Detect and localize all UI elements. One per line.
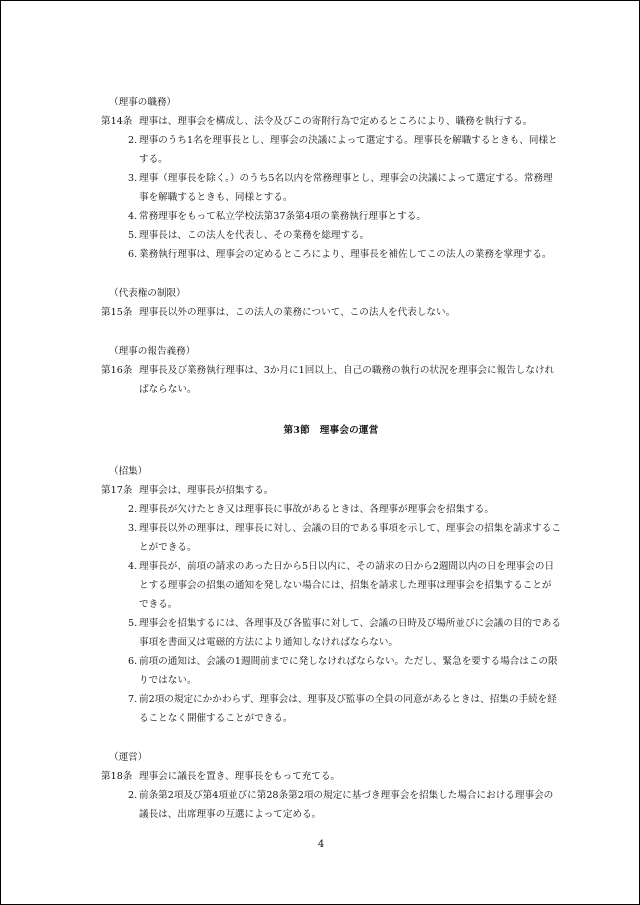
article-item [101,652,561,690]
item-text: 理事長は、この法人を代表し、その業務を総理する。 [139,230,370,241]
item-number: 6. [128,656,138,667]
item-text: 前条第2項及び第4項並びに第28条第2項の規定に基づき理事会を招集した場合における理事会の議長は、出席理事の互選によって定める。 [139,790,554,820]
article-number: 第18条 [101,771,133,782]
article-item [101,226,561,245]
article-item [101,519,561,557]
item-number: 2. [128,135,138,146]
article-paragraph [101,361,561,399]
article-heading: （理事の職務） [109,97,177,108]
item-text: 理事長が、前項の請求のあった日から5日以内に、その請求の日から2週間以内の日を理事会の日とする理事会の招集の通知を発しない場合には、招集を請求した理事は理事会を招集することができる。 [139,561,555,610]
article-item [101,207,561,226]
item-text: 前項の通知は、会議の1週間前までに発しなければならない。ただし、緊急を要する場合はこの限りではない。 [139,656,558,686]
page-number: 4 [317,839,325,850]
item-number: 5. [128,230,138,241]
item-number: 7. [128,694,138,705]
item-number: 4. [128,211,138,222]
article-item [101,169,561,207]
item-number: 3. [128,523,138,534]
item-number: 5. [128,618,138,629]
article-block-18 [101,748,561,824]
article-item [101,131,561,169]
article-item [101,500,561,519]
article-block-14 [101,93,561,264]
article-number: 第17条 [101,485,133,496]
article-number: 第14条 [101,116,133,127]
item-text: 前2項の規定にかかわらず、理事会は、理事及び監事の全員の同意があるときは、招集の手続を経ることなく開催することができる。 [139,694,557,724]
article-number: 第16条 [101,365,133,376]
item-number: 4. [128,561,138,572]
article-number: 第15条 [101,307,133,318]
article-text: 理事会は、理事長が招集する。 [139,485,274,496]
item-text: 理事会を招集するには、各理事及び各監事に対して、会議の日時及び場所並びに会議の目的である事項を書面又は電磁的方法により通知しなければならない。 [139,618,561,648]
article-text: 理事会に議長を置き、理事長をもって充てる。 [139,771,341,782]
article-paragraph [101,303,561,322]
item-text: 理事（理事長を除く。）のうち5名以内を常務理事とし、理事会の決議によって選定する。常務理事を解職するときも、同様とする。 [139,173,553,203]
article-heading: （代表権の制限） [109,288,186,299]
section-title: 第3節 理事会の運営 [283,425,379,436]
item-number: 2. [128,504,138,515]
article-paragraph [101,481,561,500]
article-paragraph [101,767,561,786]
article-heading: （理事の報告義務） [109,346,196,357]
article-block-17 [101,462,561,728]
article-text: 理事は、理事会を構成し、法令及びこの寄附行為で定めるところにより、職務を執行する。 [139,116,533,127]
document-body [101,93,561,824]
article-block-15 [101,284,561,322]
article-block-16 [101,342,561,399]
item-text: 理事長が欠けたとき又は理事長に事故があるときは、各理事が理事会を招集する。 [139,504,494,515]
article-text: 理事長及び業務執行理事は、3か月に1回以上、自己の職務の執行の状況を理事会に報告しなければならない。 [139,365,555,395]
article-item [101,557,561,614]
item-text: 理事のうち1名を理事長とし、理事会の決議によって選定する。理事長を解職するときも、同様とする。 [139,135,558,165]
item-number: 3. [128,173,138,184]
item-number: 6. [128,249,138,260]
item-text: 理事長以外の理事は、理事長に対し、会議の目的である事項を示して、理事会の招集を請求することができる。 [139,523,561,553]
article-item [101,786,561,824]
article-heading: （運営） [109,752,148,763]
article-paragraph [101,112,561,131]
article-text: 理事長以外の理事は、この法人の業務について、この法人を代表しない。 [139,307,456,318]
article-heading: （招集） [109,466,148,477]
article-item [101,690,561,728]
item-number: 2. [128,790,138,801]
item-text: 業務執行理事は、理事会の定めるところにより、理事長を補佐してこの法人の業務を掌理する。 [139,249,552,260]
item-text: 常務理事をもって私立学校法第37条第4項の業務執行理事とする。 [139,211,426,222]
article-item [101,245,561,264]
article-item [101,614,561,652]
